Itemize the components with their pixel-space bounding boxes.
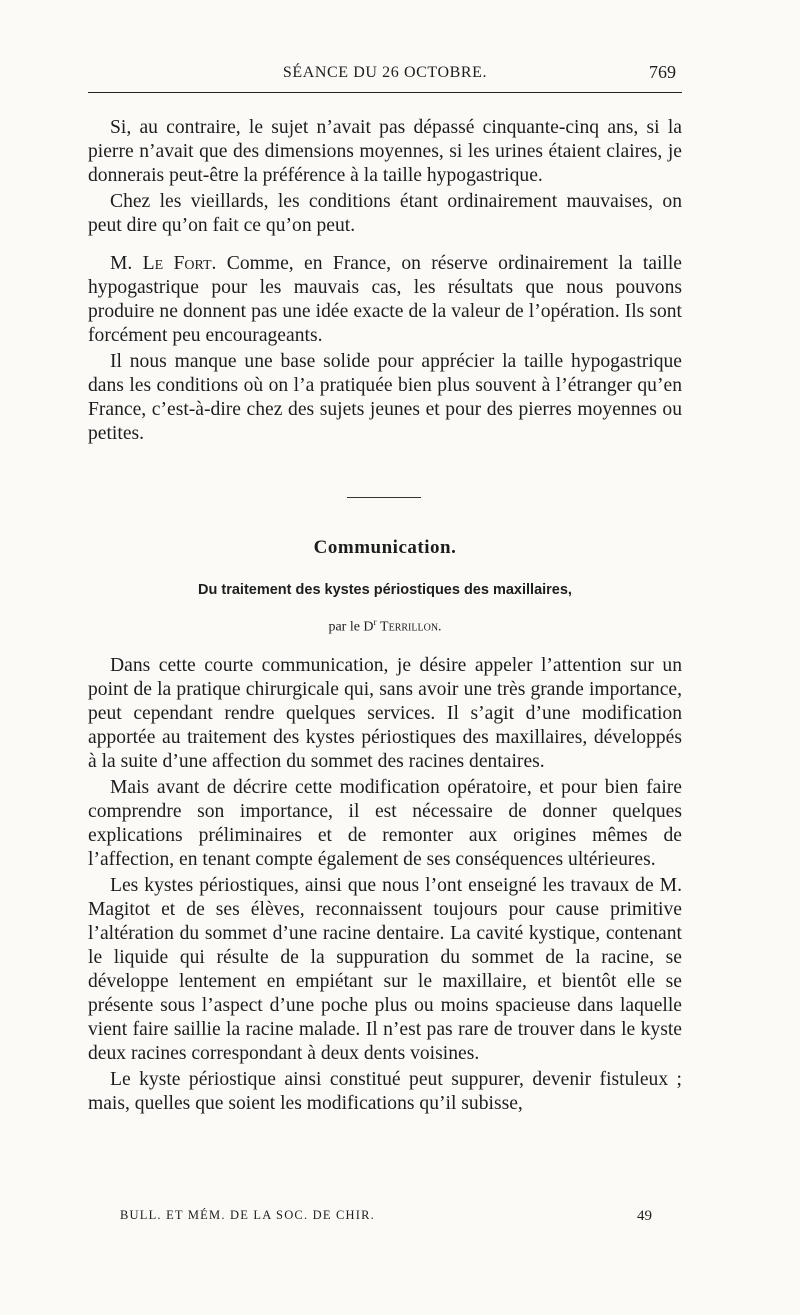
discussion-text (88, 116, 682, 446)
paragraph: Mais avant de décrire cette modification opératoire, et pour bien faire comprendre son importance, il est nécessaire de donner quelques explications préliminaires et de remonter aux origines mêmes de l’affection, en tenant compte également de ses conséquences ultérieures. (88, 777, 682, 870)
running-head: SÉANCE DU 26 OCTOBRE. (282, 64, 488, 81)
paragraph-body: Comme, en France, on réserve ordinairement la taille hypogastrique pour les mauvais cas, les résultats que nous pouvons produire ne donnent pas une idée exacte de la valeur de l’opération. Ils sont forcément peu encourageants. (88, 253, 682, 346)
byline: par le $D^r$ Terrillon. (328, 617, 442, 635)
footer-journal: BULL. ET MÉM. DE LA SOC. DE CHIR. (120, 1208, 375, 1222)
paragraph: Les kystes périostiques, ainsi que nous l’ont enseigné les travaux de M. Magitot et de ses élèves, reconnaissent toujours pour cause primitive l’altération du sommet d’une racine dentaire. La cavité kystique, contenant le liquide qui résulte de la suppuration du sommet de la racine, se développe lentement en empiétant sur le maxillaire, et bientôt elle se présente sous l’aspect d’une poche plus ou moins spacieuse dans laquelle vient faire saillie la racine malade. Il n’est pas rare de trouver dans le kyste deux racines correspondant à deux dents voisines. (88, 875, 682, 1064)
footer-signature: 49 (637, 1208, 652, 1224)
paragraph: Le kyste périostique ainsi constitué peut suppurer, devenir fistuleux ; mais, quelles que soient les modifications qu’il subisse, (88, 1069, 682, 1114)
paragraph: Chez les vieillards, les conditions étant ordinairement mauvaises, on peut dire qu’on fait ce qu’on peut. (88, 191, 682, 236)
page-footer (120, 1208, 652, 1223)
paragraph (88, 252, 682, 348)
paragraph: Si, au contraire, le sujet n’avait pas dépassé cinquante-cinq ans, si la pierre n’avait que des dimensions moyennes, si les urines étaient claires, je donnerais peut-être la préférence à la taille hypogastrique. (88, 117, 682, 186)
section-title: Communication. (313, 537, 457, 558)
paragraph: Il nous manque une base solide pour apprécier la taille hypogastrique dans les conditions où on l’a pratiquée bien plus souvent à l’étranger qu’en France, c’est-à-dire chez des sujets jeunes et pour des pierres moyennes ou petites. (88, 351, 682, 444)
page-header (88, 64, 682, 93)
page-number: 769 (649, 62, 676, 82)
author-name: Terrillon. (380, 619, 442, 635)
communication-text (88, 654, 682, 1116)
speaker-name: M. Le Fort. (110, 253, 217, 274)
article-title: Du traitement des kystes périostiques des maxillaires, (198, 582, 572, 598)
paragraph: Dans cette courte communication, je désire appeler l’attention sur un point de la pratique chirurgicale qui, sans avoir une très grande importance, peut cependant rendre quelques services. Il s’agit d’une modification apportée au traitement des kystes périostiques des maxillaires, développés à la suite d’une affection du sommet des racines dentaires. (88, 655, 682, 772)
section-divider (347, 497, 421, 498)
